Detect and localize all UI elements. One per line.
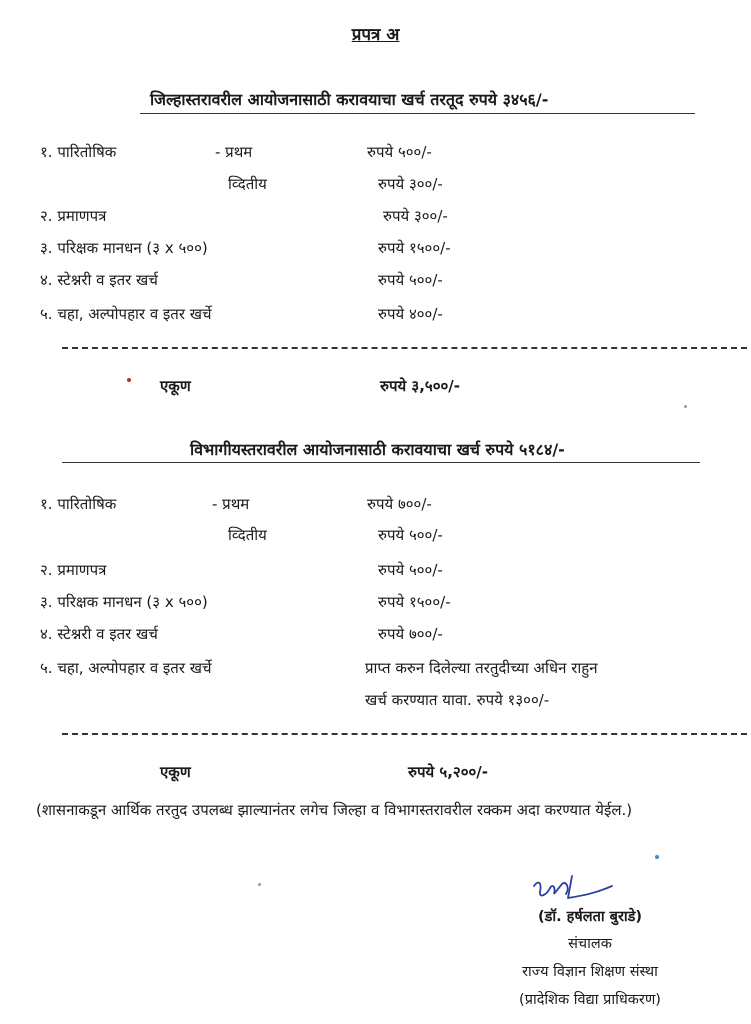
scan-speck (258, 883, 261, 886)
section2-item-sub: - प्रथम (212, 495, 250, 513)
section1-heading: जिल्हास्तरावरील आयोजनासाठी करावयाचा खर्च तरतूद रुपये ३४५६/- (150, 90, 549, 109)
section2-item-amount: रुपये ५००/- (378, 561, 443, 579)
section1-item-sub: - प्रथम (215, 143, 253, 161)
document-title (0, 22, 751, 45)
section1-item-label: ३. परिक्षक मानधन (३ x ५००) (40, 239, 208, 257)
section1-item-label: ४. स्टेश्नरी व इतर खर्च (40, 271, 158, 289)
section1-item-amount: रुपये ४००/- (378, 305, 443, 323)
section2-heading: विभागीयस्तरावरील आयोजनासाठी करावयाचा खर्च रुपये ५१८४/- (190, 440, 565, 459)
section1-item-amount: रुपये ५००/- (378, 271, 443, 289)
section1-item-label: ५. चहा, अल्पोपहार व इतर खर्चे (40, 305, 212, 323)
section1-item-amount: रुपये ५००/- (367, 143, 432, 161)
section2-item-sub: व्दितीय (228, 526, 267, 544)
section1-item-amount: रुपये ३००/- (378, 175, 443, 193)
section2-total-amount: रुपये ५,२००/- (408, 763, 489, 781)
section2-item-amount: रुपये ७००/- (367, 495, 432, 513)
section1-item-label: १. पारितोषिक (40, 143, 117, 161)
section1-total-amount: रुपये ३,५००/- (380, 377, 461, 395)
section2-item-amount: प्राप्त करुन दिलेल्या तरतुदीच्या अधिन राहुन (365, 659, 598, 677)
scan-speck (655, 855, 659, 859)
section2-item-amount: रुपये ५००/- (378, 526, 443, 544)
section2-item-label: ५. चहा, अल्पोपहार व इतर खर्चे (40, 659, 212, 677)
funding-note: (शासनाकडून आर्थिक तरतुद उपलब्ध झाल्यानंतर लगेच जिल्हा व विभागस्तरावरील रक्कम अदा करण्यात येईल.) (36, 801, 633, 819)
signatory-name: (डॉ. हर्षलता बुराडे) (537, 909, 643, 925)
signatory-authority: (प्रादेशिक विद्या प्राधिकरण) (519, 992, 661, 1008)
section1-item-amount: रुपये १५००/- (378, 239, 451, 257)
document-title-text: प्रपत्र अ (351, 25, 400, 45)
section2-item-amount: रुपये ७००/- (378, 625, 443, 643)
section2-item5-continuation: खर्च करण्यात यावा. रुपये १३००/- (365, 691, 550, 709)
section1-item-sub: व्दितीय (228, 175, 267, 193)
section2-total-label: एकूण (160, 763, 191, 781)
section2-item-amount: रुपये १५००/- (378, 593, 451, 611)
section2-item-label: २. प्रमाणपत्र (40, 561, 107, 579)
section2-dashed-divider (62, 733, 747, 735)
scan-speck (684, 405, 687, 408)
section2-item-label: ४. स्टेश्नरी व इतर खर्च (40, 625, 158, 643)
section1-heading-underline (140, 113, 695, 114)
section1-item-label: २. प्रमाणपत्र (40, 207, 107, 225)
section2-item-label: ३. परिक्षक मानधन (३ x ५००) (40, 593, 208, 611)
signatory-institute: राज्य विज्ञान शिक्षण संस्था (522, 964, 658, 980)
section2-item-label: १. पारितोषिक (40, 495, 117, 513)
section2-heading-underline (62, 462, 700, 463)
signatory-designation: संचालक (568, 936, 612, 952)
section1-dashed-divider (62, 347, 747, 349)
section1-total-label: एकूण (160, 377, 191, 395)
signature-mark (528, 872, 628, 908)
handwritten-signature (528, 872, 628, 908)
scan-speck (127, 378, 131, 382)
section1-item-amount: रुपये ३००/- (383, 207, 448, 225)
